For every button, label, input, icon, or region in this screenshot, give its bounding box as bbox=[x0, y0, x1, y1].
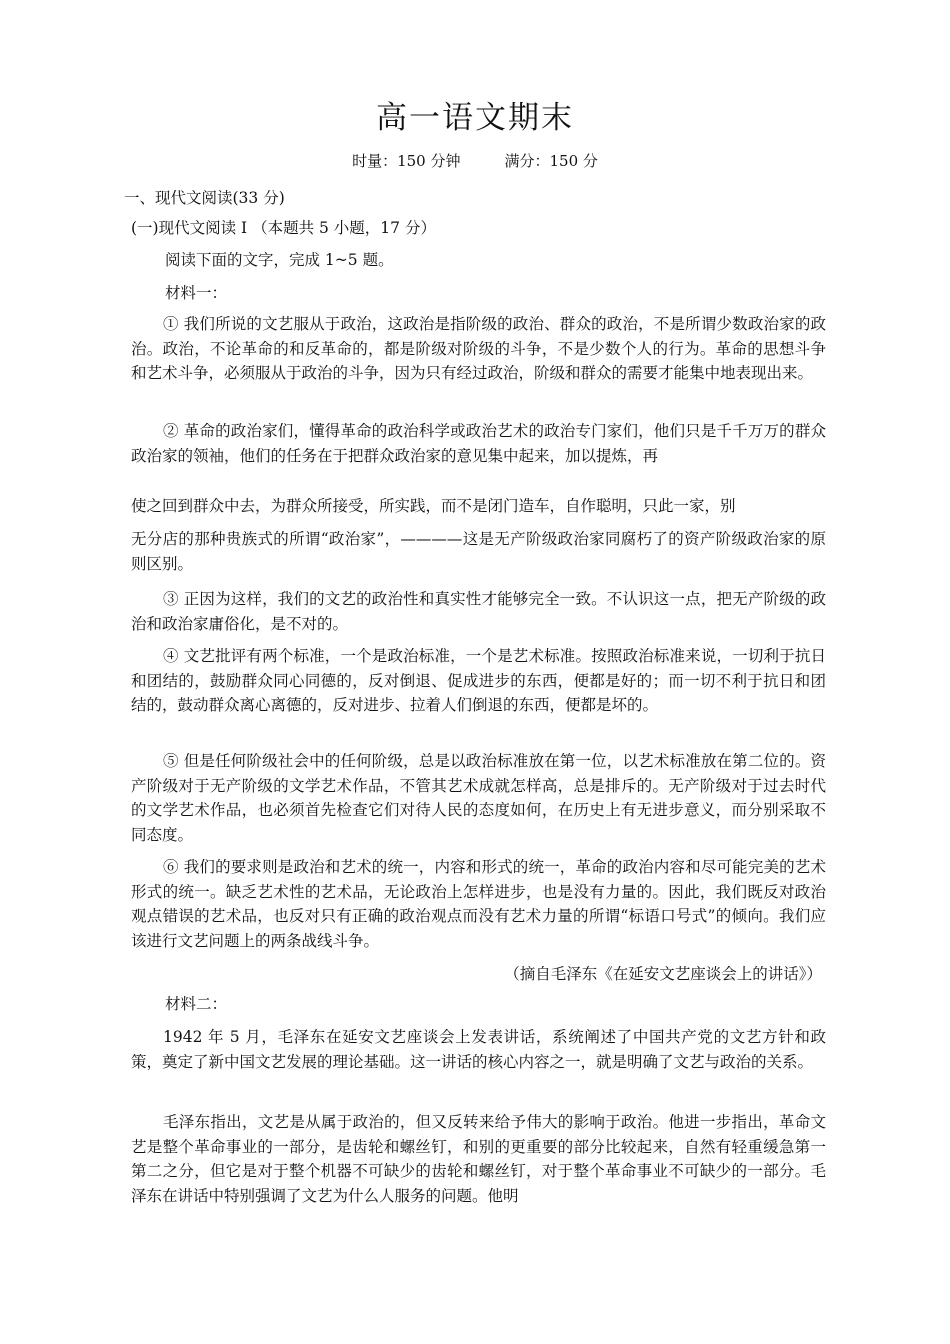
material-2-paragraph-2: 毛泽东指出，文艺是从属于政治的，但又反转来给予伟大的影响于政治。他进一步指出，革命文艺是整个革命事业的一部分，是齿轮和螺丝钉，和别的更重要的部分比较起来，自然有轻重缓急第一第二之分，但它是对于整个机器不可缺少的齿轮和螺丝钉，对于整个革命事业不可缺少的一部分。毛泽东在讲话中特别强调了文艺为什么人服务的问题。他明 bbox=[131, 1113, 826, 1205]
section-title: 一、现代文阅读(33 分) bbox=[124, 189, 285, 207]
material-1-paragraph-4: ④ 文艺批评有两个标准，一个是政治标准，一个是艺术标准。按照政治标准来说，一切利于抗日和团结的，鼓励群众同心同德的，反对倒退、促成进步的东西，便都是好的；而一切不利于抗日和团结的，鼓动群众离心离德的，反对进步、拉着人们倒退的东西，便都是坏的。 bbox=[131, 647, 826, 714]
exam-time: 时量：150 分钟 bbox=[352, 152, 461, 170]
material-1-citation: （摘自毛泽东《在延安文艺座谈会上的讲话》） bbox=[504, 965, 822, 983]
material-2-paragraph-1: 1942 年 5 月，毛泽东在延安文艺座谈会上发表讲话，系统阐述了中国共产党的文艺方针和政策，奠定了新中国文艺发展的理论基础。这一讲话的核心内容之一，就是明确了文艺与政治的关系。 bbox=[131, 1028, 826, 1071]
material-1-paragraph-6: ⑥ 我们的要求则是政治和艺术的统一，内容和形式的统一，革命的政治内容和尽可能完美的艺术形式的统一。缺乏艺术性的艺术品，无论政治上怎样进步，也是没有力量的。因此，我们既反对政治观点错误的艺术品，也反对只有正确的政治观点而没有艺术力量的所谓“标语口号式”的倾向。我们应该进行文艺问题上的两条战线斗争。 bbox=[131, 858, 826, 950]
material-1-label: 材料一： bbox=[165, 284, 228, 302]
material-1-paragraph-2-continued: 使之回到群众中去，为群众所接受，所实践，而不是闭门造车，自作聪明，只此一家，别 bbox=[131, 497, 736, 515]
material-1-paragraph-2: ② 革命的政治家们，懂得革命的政治科学或政治艺术的政治专门家们，他们只是千千万万的群众政治家的领袖，他们的任务在于把群众政治家的意见集中起来，加以提炼，再 bbox=[131, 422, 826, 465]
material-1-paragraph-1: ① 我们所说的文艺服从于政治，这政治是指阶级的政治、群众的政治，不是所谓少数政治家的政治。政治，不论革命的和反革命的，都是阶级对阶级的斗争，不是少数个人的行为。革命的思想斗争和艺术斗争，必须服从于政治的斗争，因为只有经过政治，阶级和群众的需要才能集中地表现出来。 bbox=[131, 315, 826, 382]
material-1-paragraph-2-end: 无分店的那种贵族式的所谓“政治家”，————这是无产阶级政治家同腐朽了的资产阶级政治家的原则区别。 bbox=[131, 530, 826, 573]
reading-instruction: 阅读下面的文字，完成 1~5 题。 bbox=[165, 251, 394, 269]
subsection-title: (一)现代文阅读 Ⅰ （本题共 5 小题，17 分） bbox=[131, 219, 436, 237]
exam-title: 高一语文期末 bbox=[376, 100, 574, 136]
exam-meta bbox=[0, 150, 950, 171]
material-2-label: 材料二： bbox=[165, 995, 228, 1013]
exam-score: 满分：150 分 bbox=[504, 152, 598, 170]
material-1-paragraph-5: ⑤ 但是任何阶级社会中的任何阶级，总是以政治标准放在第一位，以艺术标准放在第二位的。资产阶级对于无产阶级的文学艺术作品，不管其艺术成就怎样高，总是排斥的。无产阶级对于过去时代的文学艺术作品，也必须首先检查它们对待人民的态度如何，在历史上有无进步意义，而分别采取不同态度。 bbox=[131, 752, 826, 844]
material-1-paragraph-3: ③ 正因为这样，我们的文艺的政治性和真实性才能够完全一致。不认识这一点，把无产阶级的政治和政治家庸俗化，是不对的。 bbox=[131, 590, 826, 633]
